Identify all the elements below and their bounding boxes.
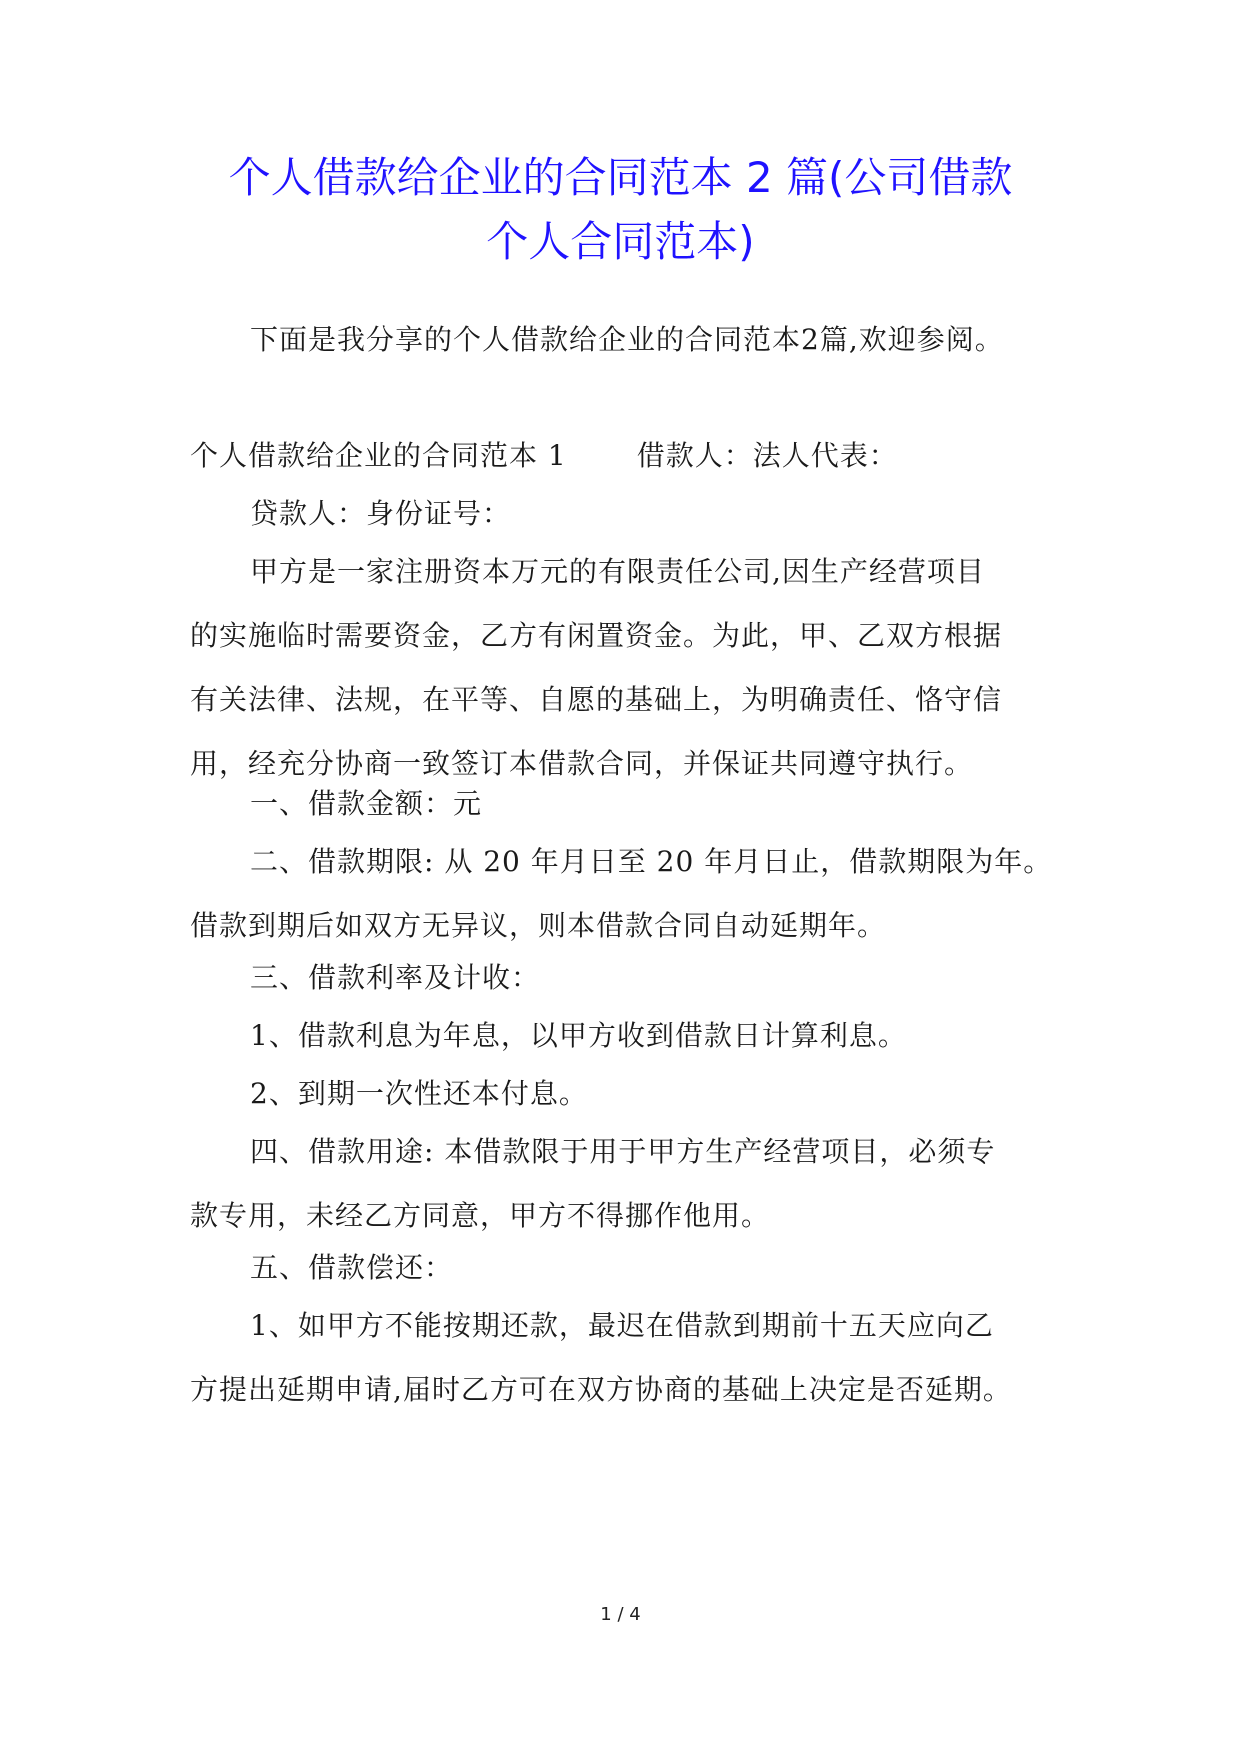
clause-repayment-line: 五、借款偿还：: [250, 1251, 454, 1284]
clause-interest-item-2-line: 2、到期一次性还本付息。: [250, 1077, 588, 1110]
preamble-line-3: 有关法律、法规，在平等、自愿的基础上，为明确责任、恪守信: [190, 683, 1003, 716]
clause-interest: [190, 946, 1050, 1010]
clause-interest-item-1: [190, 1004, 1050, 1068]
clause-repayment-item-1: [190, 1294, 1050, 1422]
clause-repayment-item-1-line-1: 1、如甲方不能按期还款，最迟在借款到期前十五天应向乙: [250, 1309, 994, 1342]
clause-term: [190, 830, 1053, 958]
clause-interest-line: 三、借款利率及计收：: [250, 961, 541, 994]
borrower-label: 借款人：法人代表：: [636, 439, 898, 472]
contract-title: 个人借款给企业的合同范本 1: [190, 439, 567, 472]
preamble-line-1: 甲方是一家注册资本万元的有限责任公司,因生产经营项目: [250, 555, 985, 588]
intro-paragraph: [190, 308, 1050, 372]
clause-purpose-line-2: 款专用，未经乙方同意，甲方不得挪作他用。: [190, 1199, 771, 1232]
clause-purpose: [190, 1120, 1050, 1248]
title-line-2: 个人合同范本): [486, 217, 755, 266]
contract-heading-line: [190, 424, 1050, 488]
preamble-line-4: 用，经充分协商一致签订本借款合同，并保证共同遵守执行。: [190, 747, 974, 780]
clause-interest-item-2: [190, 1062, 1050, 1126]
clause-term-line-1: 二、借款期限: 从 20 年月日至 20 年月日止，借款期限为年。: [250, 845, 1053, 878]
intro-line: 下面是我分享的个人借款给企业的合同范本2篇,欢迎参阅。: [250, 323, 1004, 356]
preamble-line-2: 的实施临时需要资金，乙方有闲置资金。为此，甲、乙双方根据: [190, 619, 1003, 652]
page-number: 1 / 4: [600, 1604, 641, 1625]
clause-repayment-item-1-line-2: 方提出延期申请,届时乙方可在双方协商的基础上决定是否延期。: [190, 1373, 1012, 1406]
clause-amount-line: 一、借款金额：元: [250, 787, 483, 820]
lender-line: 贷款人：身份证号：: [250, 497, 512, 530]
clause-amount: [190, 772, 1050, 836]
preamble-paragraph: [190, 540, 1050, 796]
clause-repayment: [190, 1236, 1050, 1300]
clause-term-line-2: 借款到期后如双方无异议，则本借款合同自动延期年。: [190, 909, 887, 942]
lender-paragraph: [190, 482, 1050, 546]
document-title: [150, 146, 1091, 274]
contract-heading: [190, 424, 1050, 488]
clause-purpose-line-1: 四、借款用途: 本借款限于用于甲方生产经营项目，必须专: [250, 1135, 996, 1168]
clause-interest-item-1-line: 1、借款利息为年息，以甲方收到借款日计算利息。: [250, 1019, 907, 1052]
title-line-1: 个人借款给企业的合同范本 2 篇(公司借款: [228, 153, 1013, 202]
